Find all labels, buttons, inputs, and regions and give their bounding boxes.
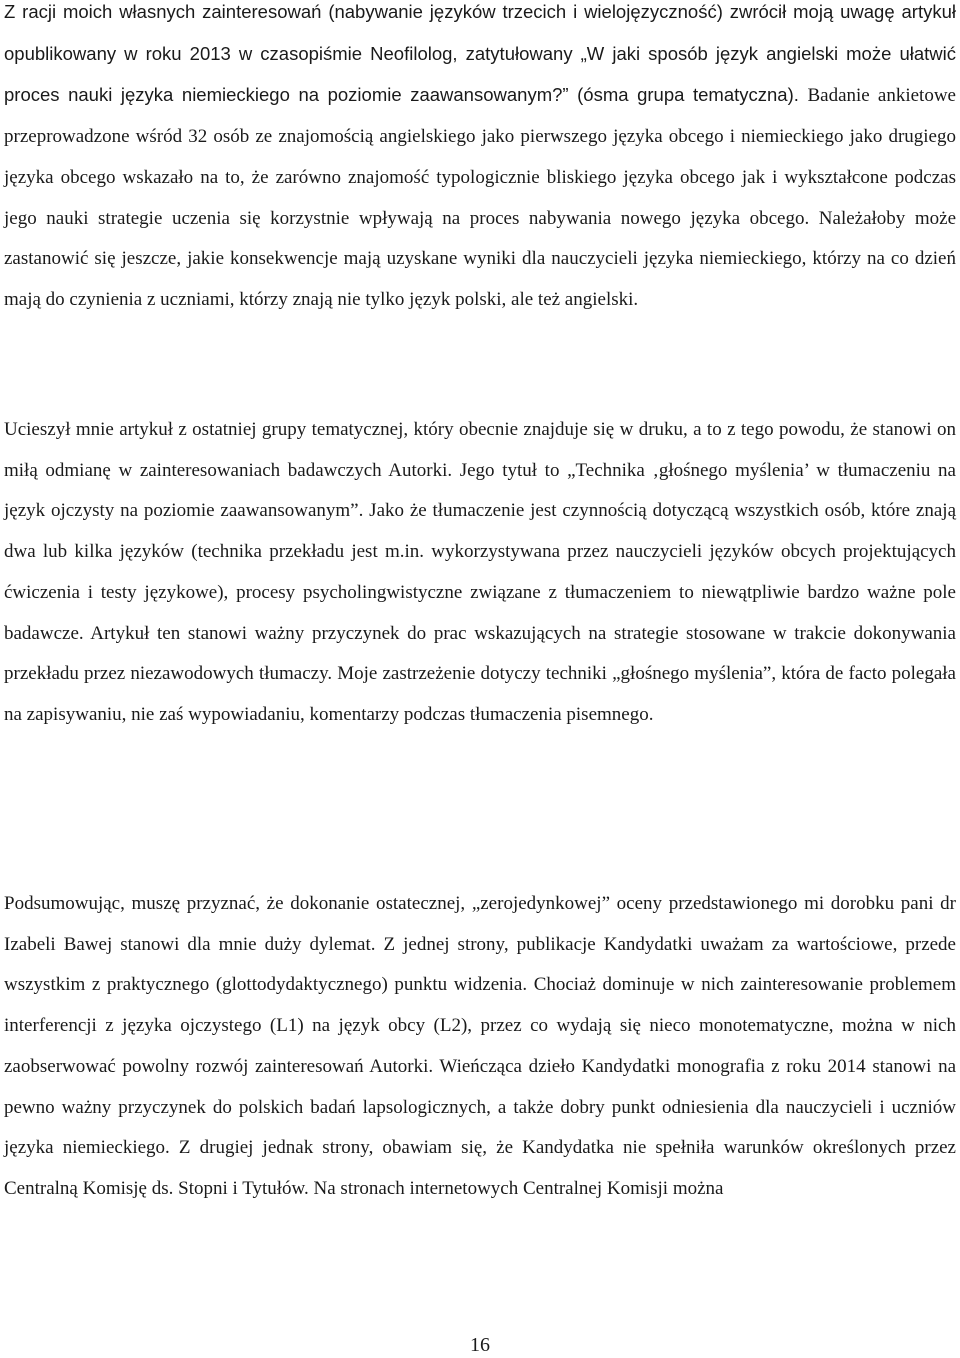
paragraph-2-text: Ucieszył mnie artykuł z ostatniej grupy tematycznej, który obecnie znajduje się w druku, a to z tego powodu, że stanowi on miłą odmianę w zainteresowaniach badawczych Autorki. Jego tytuł to „Technika ‚głośnego myślenia’ w tłumaczeniu na język ojczysty na poziomie zaawansowanym”. Jako że tłumaczenie jest czynnością dotyczącą wszystkich osób, które znają dwa lub kilka języków (technika przekładu jest m.in. wykorzystywana przez nauczycieli języków obcych projektujących ćwiczenia i testy językowe), procesy psycholingwistyczne związane z tłumaczeniem to niewątpliwie bardzo ważne pole badawcze. Artykuł ten stanowi ważny przyczynek do prac wskazujących na strategie stosowane w trakcie dokonywania przekładu przez niezawodowych tłumaczy. Moje zastrzeżenie dotyczy techniki „głośnego myślenia”, która de facto polegała na zapisywaniu, nie zaś wypowiadaniu, komentarzy podczas tłumaczenia pisemnego. [4, 419, 956, 725]
paragraph-1 [4, 0, 956, 321]
paragraph-2 [4, 410, 956, 736]
page-number: 16 [470, 1334, 490, 1356]
paragraph-1-sans-text: Z racji moich własnych zainteresowań (nabywanie języków trzecich i wielojęzyczność) zwrócił moją uwagę artykuł opublikowany w roku 2013 w czasopiśmie Neofilolog, zatytułowany „W jaki sposób język angielski może ułatwić proces nauki języka niemieckiego na poziomie zaawansowanym?” (ósma grupa tematyczna). [4, 1, 956, 106]
paragraph-1-serif-text: Badanie ankietowe przeprowadzone wśród 32 osób ze znajomością angielskiego jako pierwszego języka obcego i niemieckiego jako drugiego języka obcego wskazało na to, że zarówno znajomość typologicznie bliskiego języka obcego jak i wykształcone podczas jego nauki strategie uczenia się korzystnie wpływają na proces nabywania nowego języka obcego. Należałoby może zastanowić się jeszcze, jakie konsekwencje mają uzyskane wyniki dla nauczycieli języka niemieckiego, którzy na co dzień mają do czynienia z uczniami, którzy znają nie tylko język polski, ale też angielski. [4, 85, 956, 310]
paragraph-3 [4, 884, 956, 1210]
paragraph-3-text: Podsumowując, muszę przyznać, że dokonanie ostatecznej, „zerojedynkowej” oceny przedstawionego mi dorobku pani dr Izabeli Bawej stanowi dla mnie duży dylemat. Z jednej strony, publikacje Kandydatki uważam za wartościowe, przede wszystkim z praktycznego (glottodydaktycznego) punktu widzenia. Chociaż dominuje w nich zainteresowanie problemem interferencji z języka ojczystego (L1) na język obcy (L2), przez co wydają się nieco monotematyczne, można w nich zaobserwować powolny rozwój zainteresowań Autorki. Wieńcząca dzieło Kandydatki monografia z roku 2014 stanowi na pewno ważny przyczynek do polskich badań lapsologicznych, a także dobry punkt odniesienia dla nauczycieli i uczniów języka niemieckiego. Z drugiej jednak strony, obawiam się, że Kandydatka nie spełniła warunków określonych przez Centralną Komisję ds. Stopni i Tytułów. Na stronach internetowych Centralnej Komisji można [4, 893, 956, 1199]
